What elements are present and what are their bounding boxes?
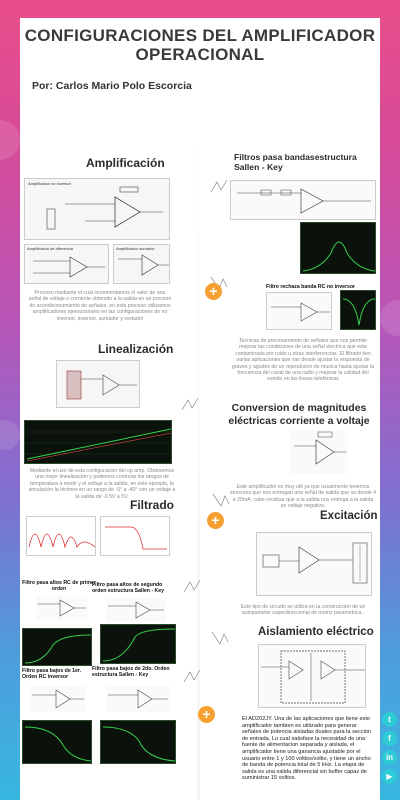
circuit-image-filtro-1[interactable] (36, 596, 88, 620)
section-title-excitacion: Excitación (320, 510, 378, 522)
add-button[interactable]: + (205, 283, 222, 300)
section-description: Tecnicas de procesamiento de señales que nos permite mejorar las condiciones de una señal electrica que esta contaminada por ruido u otras interferencias. El filtrado tien varias aplicaciones que van desde ajustar la respuesta de graves y agudos de un reproductor de musica hasta ajustar la frecuencia del canal de una radio y mejorar la calidad del sonido en las lineas telefónicas (231, 338, 375, 383)
bode-plot-filtro-1[interactable] (22, 628, 92, 666)
circuit-image-filtro-2[interactable] (106, 598, 166, 622)
section-description: Este amplificador es muy util ya que usualmente tenemos sensores que nos entregan una señal de salida que va desde 4 a 20mA; cabe recalcar que a la salida nos entrega a la salida un voltaje negativo. (230, 484, 376, 510)
bode-plot (23, 629, 92, 666)
circuit-image-no-inversor[interactable] (24, 178, 170, 240)
circuit-diagram (290, 430, 348, 474)
scribble-decoration (182, 578, 202, 598)
plot-linealizacion[interactable] (24, 420, 172, 464)
circuit-diagram (257, 533, 372, 596)
section-title-filtros: Filtros pasa bandasestructura Sallen - Key (234, 152, 357, 172)
scribble-decoration (180, 396, 200, 416)
circuit-diagram (106, 598, 166, 622)
circuit-image-excitacion[interactable] (256, 532, 372, 596)
add-button[interactable]: + (198, 706, 215, 723)
caption-filtro-1: Filtro pasa altos RC de primer orden (22, 580, 96, 592)
section-title-aislamiento: Aislamiento eléctrico (258, 626, 374, 638)
scribble-decoration (210, 628, 230, 648)
bode-plot (23, 721, 92, 764)
response-plot (27, 517, 96, 556)
plot-filtrado-a[interactable] (26, 516, 96, 556)
circuit-diagram (36, 596, 88, 620)
author-line: Por: Carlos Mario Polo Escorcia (32, 80, 192, 92)
bode-plot (341, 291, 376, 330)
circuit-image-filtro-3[interactable] (30, 686, 86, 712)
facebook-icon[interactable]: f (382, 731, 397, 746)
caption-filtro-2: Filtro pasa altos de segundo orden estructura Sallen - Key (92, 582, 165, 594)
section-description: Proceso mediante el cual incrementamos el valor de una señal de voltaje o corriente obtenido a la salida en un proceso de acondicionamiento de señales, en esta proceso utilizamos amplificadores operacionales en las configuraciones de no inversor, inversor, sumador y restador (28, 290, 172, 322)
response-plot (25, 421, 172, 464)
section-title-linealizacion: Linealización (98, 342, 174, 356)
bode-plot-filtro-2[interactable] (100, 624, 176, 664)
circuit-image-sallen-key[interactable] (230, 180, 376, 220)
circuit-diagram (231, 181, 376, 220)
section-title-amplificacion: Amplificación (86, 156, 165, 170)
scribble-decoration (182, 668, 202, 688)
section-description: Este tipo de circuito se utiliza en la construccion de un autoparlante superdireccional de matriz paramétrica.. (240, 604, 366, 617)
add-button[interactable]: + (207, 512, 224, 529)
section-title-filtrado: Filtrado (130, 498, 174, 512)
caption-filtro-3: Filtro pasa bajos de 1er. Orden RC inversor (22, 668, 82, 680)
linkedin-icon[interactable]: in (382, 750, 397, 765)
scribble-decoration (209, 178, 229, 198)
img-label: Amplificador de diferencia (27, 246, 74, 251)
scribble-decoration (211, 490, 231, 510)
circuit-image-aislamiento[interactable] (258, 644, 366, 708)
circuit-diagram (57, 361, 140, 408)
background-blob (0, 120, 20, 160)
img-label: Amplificador sumador (116, 246, 155, 251)
section-description: El AD202JY. Una de las aplicaciones que tiene este amplificador tambien es utilizado para generar señales de potencia aisladas duales para la seccion de entrada. Lo cual satisface la necesidad de una fuente de alimentacion separada y aislada, el amplificador tiene una ganancia ajustable por el usuario entre 1 y 100 voltios/voltio, y tiene un ancho de banda de potencia total de 5 kHz. La etapa de salida es una salida diferencial sin buffer capaz de suministrar 15 voltios. (242, 716, 372, 782)
caption-filtro-4: Filtro pasa bajos de 2do. Orden estructura Sallen - Key (92, 666, 170, 678)
plot-filtrado-b[interactable] (100, 516, 170, 556)
circuit-image-sumador[interactable] (113, 244, 170, 284)
response-plot (101, 517, 170, 556)
bode-plot-rechaza-banda[interactable] (340, 290, 376, 330)
bode-plot (301, 223, 376, 274)
background-blob (0, 420, 20, 450)
page-title: CONFIGURACIONES DEL AMPLIFICADOR OPERACIONAL (24, 26, 376, 64)
caption-rechaza-banda: Filtro rechaza banda RC no inversor (266, 284, 356, 290)
circuit-diagram (106, 686, 170, 712)
circuit-diagram (25, 179, 170, 240)
bode-plot (101, 625, 176, 664)
circuit-diagram (267, 293, 332, 330)
circuit-image-linealizacion[interactable] (56, 360, 140, 408)
section-title-conversion: Conversion de magnitudes eléctricas corriente a voltaje (228, 402, 370, 427)
img-label: Amplificador no inversor (28, 181, 71, 186)
bode-plot (101, 721, 176, 764)
background-blob (380, 300, 400, 336)
section-description: Mediante el uso de esta configuracion del op amp. Obtenemos una mejor linealización y podemos controlar los rangos de temperatura a medir y el voltaje a la salida, en este ejemplo, la simulación la hicimos en un rango de -5° a -40° con un voltaje a la salida de -0.5V a 5V. (28, 468, 176, 500)
circuit-image-filtro-4[interactable] (106, 686, 170, 712)
circuit-image-conversion[interactable] (290, 430, 348, 474)
timeline-path (197, 123, 200, 800)
youtube-icon[interactable]: ▶ (382, 769, 397, 784)
circuit-diagram (259, 645, 366, 708)
bode-plot-filtro-3[interactable] (22, 720, 92, 764)
prezi-canvas (20, 18, 380, 800)
circuit-image-diferencia[interactable] (24, 244, 109, 284)
circuit-image-rechaza-banda[interactable] (266, 292, 332, 330)
bode-plot-bandpass[interactable] (300, 222, 376, 274)
bode-plot-filtro-4[interactable] (100, 720, 176, 764)
circuit-diagram (30, 686, 86, 712)
twitter-icon[interactable]: t (382, 712, 397, 727)
